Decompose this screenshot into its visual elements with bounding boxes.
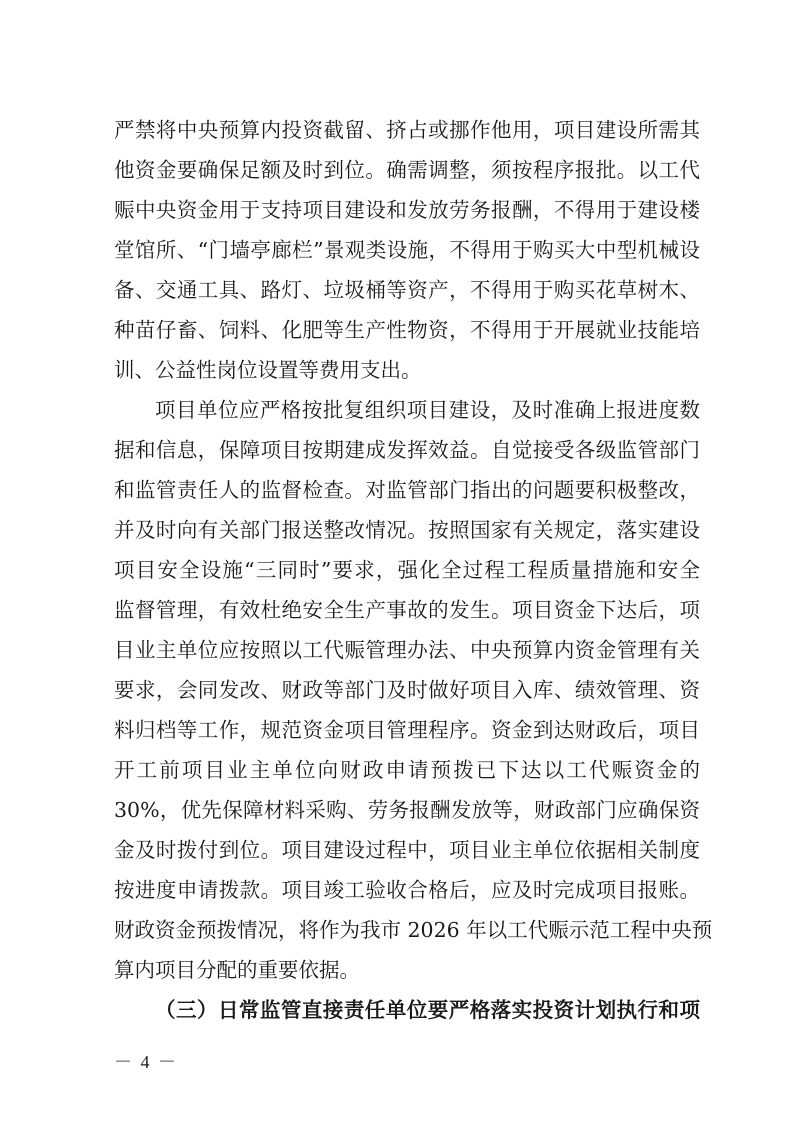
paragraph-2-line-2: 据和信息，保障项目按期建成发挥效益。自觉接受各级监管部门	[114, 438, 700, 462]
paragraph-1-line-5: 备、交通工具、路灯、垃圾桶等资产，不得用于购买花草树木、	[114, 278, 700, 302]
paragraph-2-line-15: 算内项目分配的重要依据。	[114, 958, 360, 982]
section-heading-3: （三）日常监管直接责任单位要严格落实投资计划执行和项	[155, 998, 700, 1022]
paragraph-2-line-14: 财政资金预拨情况，将作为我市 2026 年以工代赈示范工程中央预	[114, 918, 713, 942]
paragraph-2-line-7: 目业主单位应按照以工代赈管理办法、中央预算内资金管理有关	[114, 638, 700, 662]
paragraph-1-line-1: 严禁将中央预算内投资截留、挤占或挪作他用，项目建设所需其	[114, 118, 700, 142]
paragraph-1-line-4: 堂馆所、“门墙亭廊栏”景观类设施，不得用于购买大中型机械设	[114, 238, 700, 262]
paragraph-1-line-2: 他资金要确保足额及时到位。确需调整，须按程序报批。以工代	[114, 158, 700, 182]
paragraph-2-line-5: 项目安全设施“三同时”要求，强化全过程工程质量措施和安全	[114, 558, 700, 582]
paragraph-1-line-7: 训、公益性岗位设置等费用支出。	[114, 358, 422, 382]
paragraph-2-line-8: 要求，会同发改、财政等部门及时做好项目入库、绩效管理、资	[114, 678, 700, 702]
paragraph-2-line-13: 按进度申请拨款。项目竣工验收合格后，应及时完成项目报账。	[114, 878, 700, 902]
paragraph-2-line-3: 和监管责任人的监督检查。对监管部门指出的问题要积极整改，	[114, 478, 700, 502]
paragraph-1-line-3: 赈中央资金用于支持项目建设和发放劳务报酬，不得用于建设楼	[114, 198, 700, 222]
paragraph-2-line-12: 金及时拨付到位。项目建设过程中，项目业主单位依据相关制度	[114, 838, 700, 862]
paragraph-2-line-9: 料归档等工作，规范资金项目管理程序。资金到达财政后，项目	[114, 718, 700, 742]
paragraph-2-line-1: 项目单位应严格按批复组织项目建设，及时准确上报进度数	[155, 398, 700, 422]
paragraph-2-line-11: 30%，优先保障材料采购、劳务报酬发放等，财政部门应确保资	[114, 798, 700, 822]
page-number: － 4 －	[114, 1052, 178, 1072]
paragraph-2-line-4: 并及时向有关部门报送整改情况。按照国家有关规定，落实建设	[114, 518, 700, 542]
paragraph-1-line-6: 种苗仔畜、饲料、化肥等生产性物资，不得用于开展就业技能培	[114, 318, 700, 342]
paragraph-2-line-6: 监督管理，有效杜绝安全生产事故的发生。项目资金下达后，项	[114, 598, 700, 622]
paragraph-2-line-10: 开工前项目业主单位向财政申请预拨已下达以工代赈资金的	[114, 758, 700, 782]
